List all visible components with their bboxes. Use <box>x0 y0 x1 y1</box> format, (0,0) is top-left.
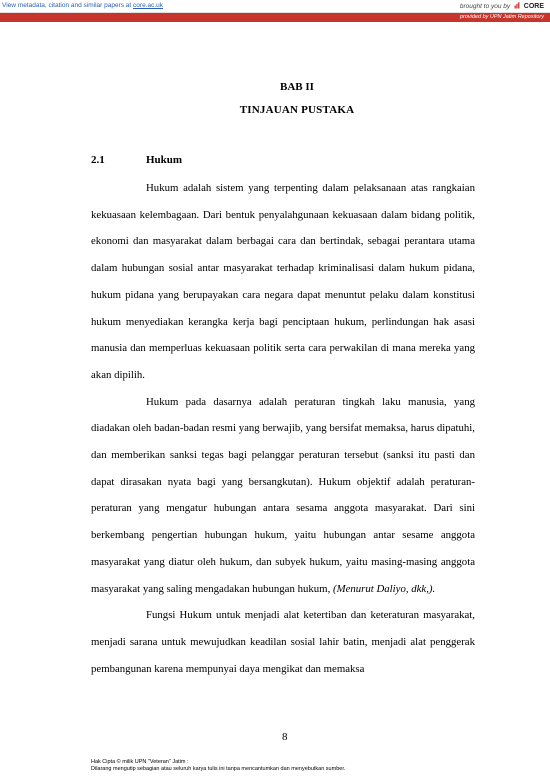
chapter-heading: BAB II <box>280 81 314 93</box>
citation-notice-line: Dilarang mengutip sebagian atau seluruh karya tulis ini tanpa mencantumkan dan menyebutkan sumber. <box>91 766 346 772</box>
core-header-bar <box>0 0 550 13</box>
paragraph-2-text: Hukum pada dasarnya adalah peraturan tingkah laku manusia, yang diadakan oleh badan-badan resmi yang berwajib, yang bersifat memaksa, harus dipatuhi, dan memberikan sanksi tegas bagi pelanggar peraturan tersebut (sanksi itu pasti dan dapat dirasakan nyata bagi yang bersangkutan). Hukum objektif adalah peraturan-peraturan yang mengatur hubungan antara sesama anggota masyarakat. Dari sini berkembang pengertian hubungan hukum, yaitu hubungan antar sesame anggota masyarakat yang diatur oleh hukum, dan subyek hukum, yaitu masing-masing anggota masyarakat yang saling mengadakan hubungan hukum, <box>91 395 475 595</box>
core-link[interactable]: core.ac.uk <box>133 2 164 9</box>
paragraph-3: Fungsi Hukum untuk menjadi alat ketertiban dan keteraturan masyarakat, menjadi sarana untuk mewujudkan keadilan sosial lahir batin, menjadi alat penggerak pembangunan karena mempunyai daya mengikat dan memaksa <box>91 609 475 675</box>
copyright-line: Hak Cipta © milik UPN "Veteran" Jatim : <box>91 759 189 765</box>
provided-by-bar <box>0 13 550 22</box>
core-logo-icon <box>514 2 520 9</box>
citation: (Menurut Daliyo, dkk,). <box>332 582 436 595</box>
copyright-footer <box>91 759 345 773</box>
provided-by-text[interactable]: provided by UPN Jatim Repository <box>459 14 544 20</box>
paragraph-2 <box>91 389 475 603</box>
brought-by-notice <box>460 2 544 10</box>
body-text <box>91 175 475 682</box>
metadata-notice <box>2 2 163 9</box>
section-number: 2.1 <box>91 154 105 166</box>
page-number: 8 <box>282 731 288 743</box>
paragraph-1: Hukum adalah sistem yang terpenting dalam pelaksanaan atas rangkaian kekuasaan kelembagaan. Dari bentuk penyalahgunaan kekuasaan dalam bidang politik, ekonomi dan masyarakat dalam berbagai cara dan bertindak, sebagai perantara utama dalam hubungan sosial antar masyarakat terhadap kriminalisasi dalam hukum pidana, hukum pidana yang berupayakan cara negara dapat menuntut pelaku dalam konstitusi hukum menyediakan kerangka kerja bagi penciptaan hukum, perlindungan hak asasi manusia dan memperluas kekuasaan politik serta cara perwakilan di mana mereka yang akan dipilih. <box>91 182 475 381</box>
section-title: Hukum <box>146 154 183 166</box>
chapter-title: TINJAUAN PUSTAKA <box>239 104 355 116</box>
brought-by-text: brought to you by <box>459 3 511 10</box>
core-logo-text[interactable]: CORE <box>523 3 544 10</box>
metadata-text: View metadata, citation and similar papers at <box>2 2 132 9</box>
